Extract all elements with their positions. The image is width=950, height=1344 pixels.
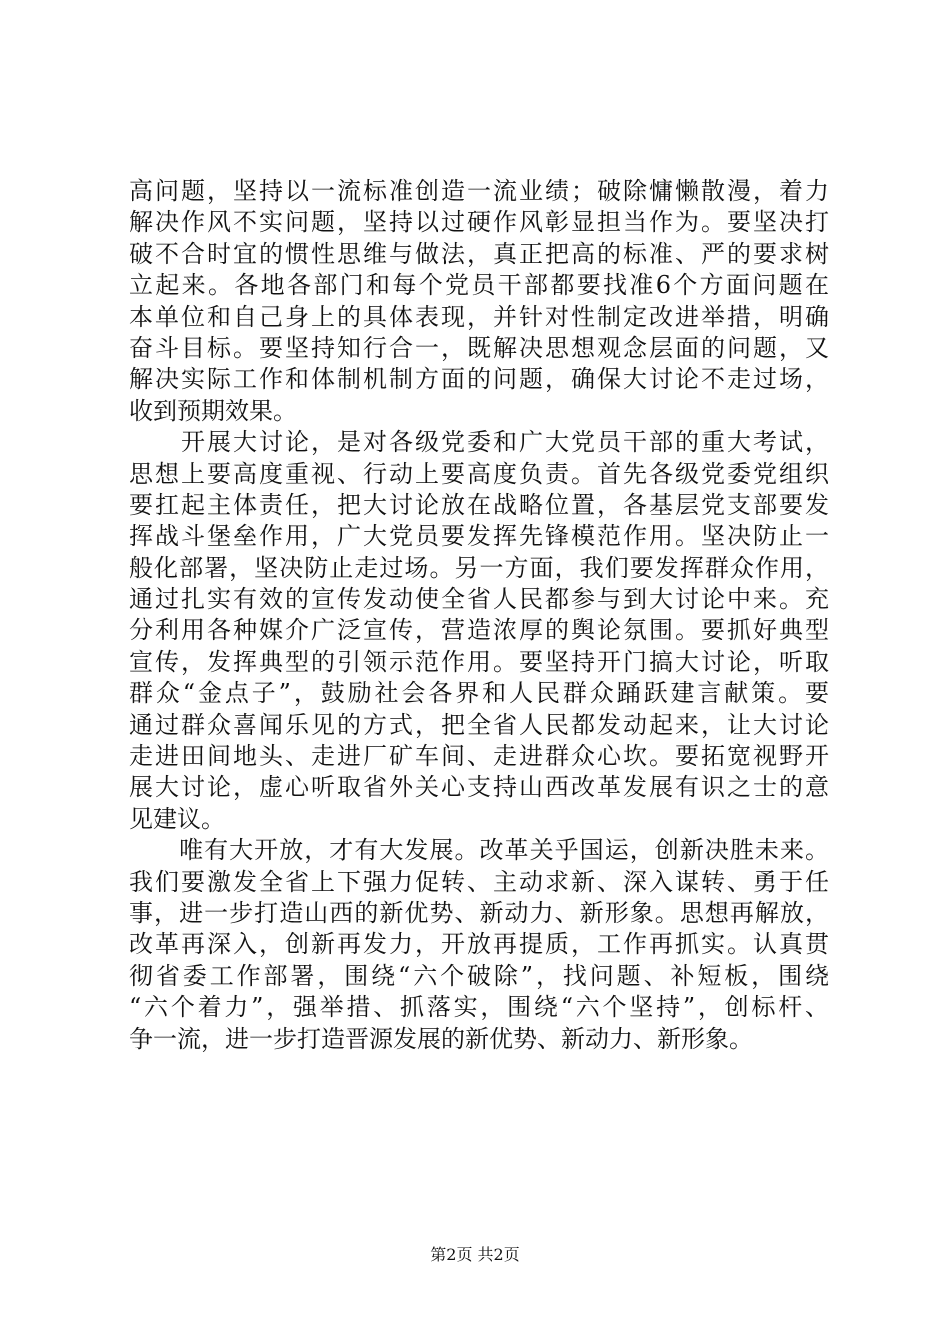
text-line: 思想上要高度重视、行动上要高度负责。首先各级党委党组织 — [129, 459, 829, 488]
text-line: 本单位和自己身上的具体表现，并针对性制定改进举措，明确 — [129, 302, 829, 331]
document-body — [129, 176, 829, 1055]
text-line: 挥战斗堡垒作用，广大党员要发挥先锋模范作用。坚决防止一 — [129, 522, 829, 551]
text-line: 收到预期效果。 — [129, 396, 297, 425]
text-line: 奋斗目标。要坚持知行合一，既解决思想观念层面的问题，又 — [129, 333, 829, 362]
text-line: 般化部署，坚决防止走过场。另一方面，我们要发挥群众作用， — [129, 553, 829, 582]
text-line: 宣传，发挥典型的引领示范作用。要坚持开门搞大讨论，听取 — [129, 647, 829, 676]
text-line: 事，进一步打造山西的新优势、新动力、新形象。思想再解放， — [129, 898, 829, 927]
text-line: 展大讨论，虚心听取省外关心支持山西改革发展有识之士的意 — [129, 773, 829, 802]
text-line: 分利用各种媒介广泛宣传，营造浓厚的舆论氛围。要抓好典型 — [129, 616, 829, 645]
text-line: 通过扎实有效的宣传发动使全省人民都参与到大讨论中来。充 — [129, 585, 829, 614]
text-line: 要扛起主体责任，把大讨论放在战略位置，各基层党支部要发 — [129, 490, 829, 519]
text-line: 彻省委工作部署，围绕“六个破除”，找问题、补短板，围绕 — [129, 961, 829, 990]
text-line: 解决实际工作和体制机制方面的问题，确保大讨论不走过场， — [129, 365, 829, 394]
page-footer: 第2页 共2页 — [430, 1245, 520, 1264]
text-line: 唯有大开放，才有大发展。改革关乎国运，创新决胜未来。 — [129, 836, 829, 865]
text-line: 走进田间地头、走进厂矿车间、走进群众心坎。要拓宽视野开 — [129, 742, 829, 771]
text-line: 改革再深入，创新再发力，开放再提质，工作再抓实。认真贯 — [129, 930, 829, 959]
text-line: 开展大讨论，是对各级党委和广大党员干部的重大考试， — [129, 428, 829, 457]
text-line: 通过群众喜闻乐见的方式，把全省人民都发动起来，让大讨论 — [129, 710, 829, 739]
text-line: “六个着力”，强举措、抓落实，围绕“六个坚持”，创标杆、 — [129, 993, 829, 1022]
text-line: 立起来。各地各部门和每个党员干部都要找准6个方面问题在 — [129, 271, 829, 300]
text-line: 高问题，坚持以一流标准创造一流业绩；破除慵懒散漫，着力 — [129, 177, 829, 205]
text-line: 我们要激发全省上下强力促转、主动求新、深入谋转、勇于任 — [129, 867, 829, 896]
text-line: 解决作风不实问题，坚持以过硬作风彰显担当作为。要坚决打 — [129, 208, 829, 237]
text-line: 破不合时宜的惯性思维与做法，真正把高的标准、严的要求树 — [129, 239, 829, 268]
text-line: 争一流，进一步打造晋源发展的新优势、新动力、新形象。 — [129, 1024, 753, 1053]
text-line: 群众“金点子”，鼓励社会各界和人民群众踊跃建言献策。要 — [129, 679, 829, 708]
text-line: 见建议。 — [129, 804, 225, 833]
